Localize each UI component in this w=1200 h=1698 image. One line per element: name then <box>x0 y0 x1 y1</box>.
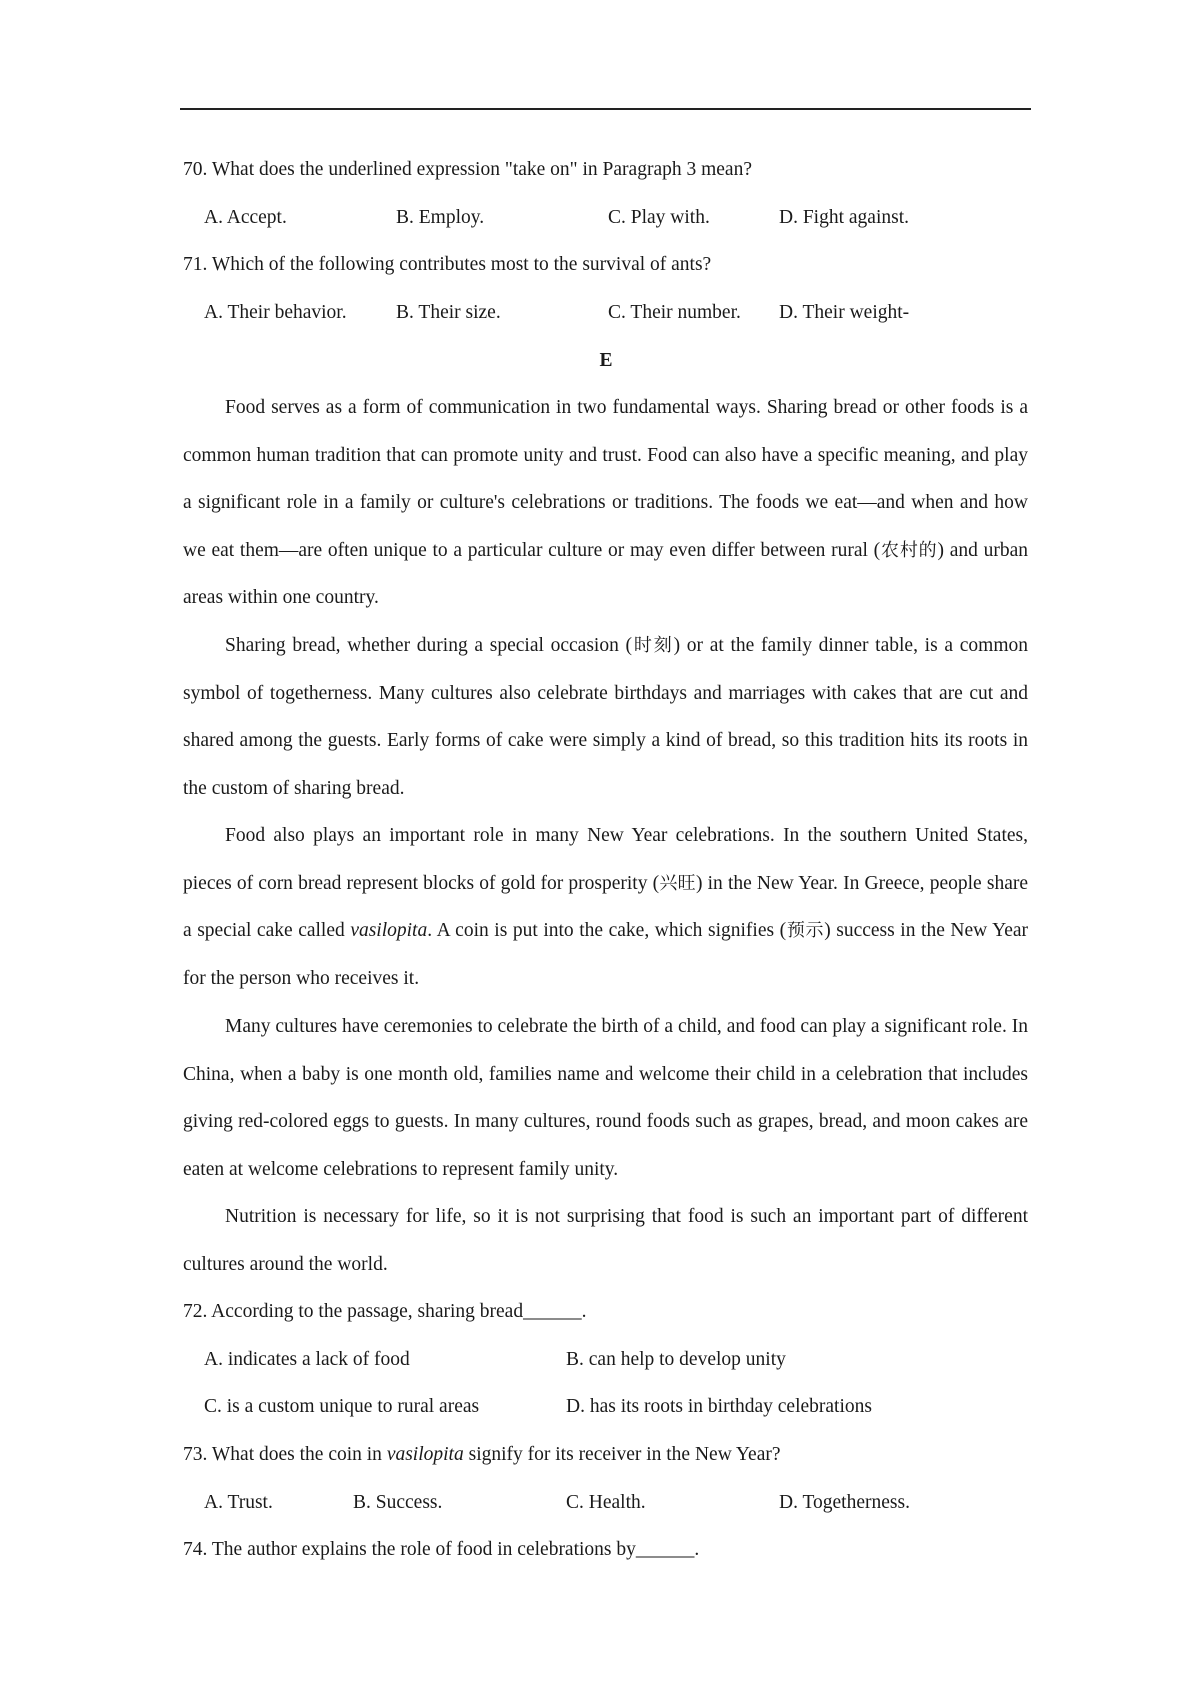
passage-paragraph-1 <box>183 384 1028 622</box>
passage-paragraph-2 <box>183 622 1028 812</box>
q73-option-d: D. Togetherness. <box>779 1492 910 1513</box>
question-72-stem: 72. According to the passage, sharing bread______. <box>183 1301 587 1322</box>
q73-stem-italic: vasilopita <box>386 1444 464 1465</box>
q70-option-a: A. Accept. <box>204 207 287 228</box>
q73-stem-end: signify for its receiver in the New Year? <box>463 1444 781 1465</box>
question-74-stem: 74. The author explains the role of food in celebrations by______. <box>183 1539 700 1560</box>
q73-option-a: A. Trust. <box>204 1492 273 1513</box>
q71-option-b: B. Their size. <box>396 302 501 323</box>
q70-option-d: D. Fight against. <box>779 207 909 228</box>
q72-option-d: D. has its roots in birthday celebrations <box>566 1396 872 1417</box>
q72-option-c: C. is a custom unique to rural areas <box>204 1396 480 1417</box>
q71-option-a: A. Their behavior. <box>204 302 347 323</box>
q70-option-c: C. Play with. <box>608 207 710 228</box>
p2-cjk-gloss: 时刻 <box>632 635 674 656</box>
q72-option-a: A. indicates a lack of food <box>204 1349 410 1370</box>
question-70-stem: 70. What does the underlined expression "take on" in Paragraph 3 mean? <box>183 159 752 180</box>
q73-option-b: B. Success. <box>353 1492 443 1513</box>
question-73-stem <box>183 1443 781 1467</box>
q73-stem-start: 73. What does the coin in <box>183 1444 387 1465</box>
q71-option-c: C. Their number. <box>608 302 741 323</box>
p3-text-4: ) success in the New Year for the person who receives it. <box>183 920 1029 989</box>
p3-text-1: Food also plays an important role in many New Year celebrations. In the southern United States, pieces of corn bread represent blocks of gold for prosperity ( <box>183 825 1028 894</box>
p3-text-3: . A coin is put into the cake, which signifies ( <box>427 920 787 942</box>
question-71-stem: 71. Which of the following contributes most to the survival of ants? <box>183 254 712 275</box>
p3-text-2: ) in the New Year. In Greece, people share a special cake called <box>183 872 1029 942</box>
q71-option-d: D. Their weight- <box>779 302 910 323</box>
passage-paragraph-4: Many cultures have ceremonies to celebrate the birth of a child, and food can play a significant role. In China, when a baby is one month old, families name and welcome their child in a celebration that includes giving red-colored eggs to guests. In many cultures, round foods such as grapes, bread, and moon cakes are eaten at welcome celebrations to represent family unity. <box>183 1016 1028 1180</box>
q73-option-c: C. Health. <box>566 1492 646 1513</box>
passage-paragraph-5: Nutrition is necessary for life, so it is not surprising that food is such an important part of different cultures around the world. <box>183 1206 1028 1275</box>
p3-cjk-gloss-1: 兴旺 <box>659 872 696 894</box>
p1-text-1: Food serves as a form of communication in two fundamental ways. Sharing bread or other foods is a common human tradition that can promote unity and trust. Food can also have a specific meaning, and play a significant role in a family or culture's celebrations or traditions. The foods we eat—and when and how we eat them—are often unique to a particular culture or may even differ between rural ( <box>183 397 1028 561</box>
p2-text-2: ) or at the family dinner table, is a common symbol of togetherness. Many cultures also celebrate birthdays and marriages with cakes that are cut and shared among the guests. Early forms of cake were simply a kind of bread, so this tradition hits its roots in the custom of sharing bread. <box>183 635 1028 799</box>
q72-option-b: B. can help to develop unity <box>566 1349 786 1370</box>
passage-paragraph-3 <box>183 812 1028 1002</box>
p2-text-1: Sharing bread, whether during a special occasion ( <box>225 635 633 656</box>
q70-option-b: B. Employ. <box>396 207 485 228</box>
p3-cjk-gloss-2: 预示 <box>786 920 825 942</box>
section-letter: E <box>599 350 613 371</box>
p1-text-2: ) and urban areas within one country. <box>183 539 1028 609</box>
p1-cjk-gloss: 农村的 <box>880 539 938 561</box>
p3-italic-vasilopita: vasilopita <box>350 920 428 942</box>
header-rule <box>180 108 1031 110</box>
